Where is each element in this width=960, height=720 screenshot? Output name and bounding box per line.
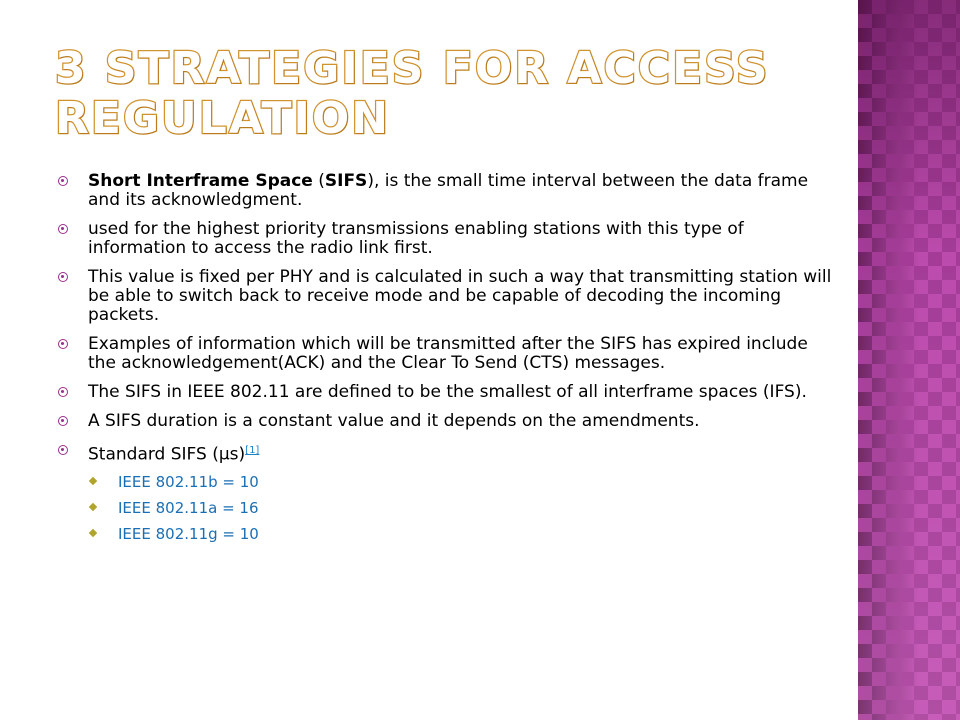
bullet-smallest-ifs bbox=[58, 383, 838, 402]
sifs-value-item bbox=[88, 473, 838, 491]
circle-bullet-icon bbox=[58, 339, 68, 349]
bullet-list bbox=[58, 172, 838, 543]
slide-content bbox=[58, 172, 838, 553]
decorative-side-panel bbox=[858, 0, 960, 720]
bullet-sifs-definition bbox=[58, 172, 838, 210]
diamond-bullet-icon bbox=[89, 502, 97, 510]
bullet-fixed-value bbox=[58, 268, 838, 325]
sifs-term: Short Interframe Space bbox=[88, 171, 313, 191]
sifs-values-list bbox=[88, 473, 838, 543]
bullet-text: A SIFS duration is a constant value and it depends on the amendments. bbox=[88, 411, 700, 431]
sifs-open-paren: ( bbox=[312, 171, 325, 191]
bullet-priority bbox=[58, 220, 838, 258]
slide-title: 3 STRATEGIES FOR ACCESS REGULATION bbox=[55, 43, 770, 144]
sifs-value-item bbox=[88, 525, 838, 543]
bullet-text: used for the highest priority transmissions enabling stations with this type of information to access the radio link first. bbox=[88, 219, 744, 258]
sifs-value-text: IEEE 802.11a = 16 bbox=[118, 498, 259, 517]
diamond-bullet-icon bbox=[89, 476, 97, 484]
circle-bullet-icon bbox=[58, 224, 68, 234]
standard-sifs-label: Standard SIFS (µs) bbox=[88, 444, 246, 465]
circle-bullet-icon bbox=[58, 416, 68, 426]
sifs-value-text: IEEE 802.11b = 10 bbox=[118, 472, 259, 491]
reference-link[interactable]: [1] bbox=[245, 445, 260, 456]
bullet-standard-sifs bbox=[58, 441, 838, 543]
bullet-duration bbox=[58, 412, 838, 431]
sifs-definition-text: ), is the small time interval between the data frame and its acknowledgment. bbox=[88, 171, 809, 210]
circle-bullet-icon bbox=[58, 272, 68, 282]
bullet-text: Examples of information which will be transmitted after the SIFS has expired include the acknowledgement(ACK) and the Clear To Send (CTS) messages. bbox=[88, 334, 808, 373]
sifs-abbr: SIFS bbox=[324, 171, 368, 191]
bullet-text: The SIFS in IEEE 802.11 are defined to be the smallest of all interframe spaces (IFS). bbox=[88, 382, 807, 402]
sifs-value-text: IEEE 802.11g = 10 bbox=[118, 524, 259, 543]
bullet-text: This value is fixed per PHY and is calculated in such a way that transmitting station will be able to switch back to receive mode and be capable of decoding the incoming packets. bbox=[88, 267, 832, 325]
circle-bullet-icon bbox=[58, 387, 68, 397]
sifs-value-item bbox=[88, 499, 838, 517]
diamond-bullet-icon bbox=[89, 528, 97, 536]
bullet-examples bbox=[58, 335, 838, 373]
circle-bullet-icon bbox=[58, 445, 68, 455]
circle-bullet-icon bbox=[58, 176, 68, 186]
